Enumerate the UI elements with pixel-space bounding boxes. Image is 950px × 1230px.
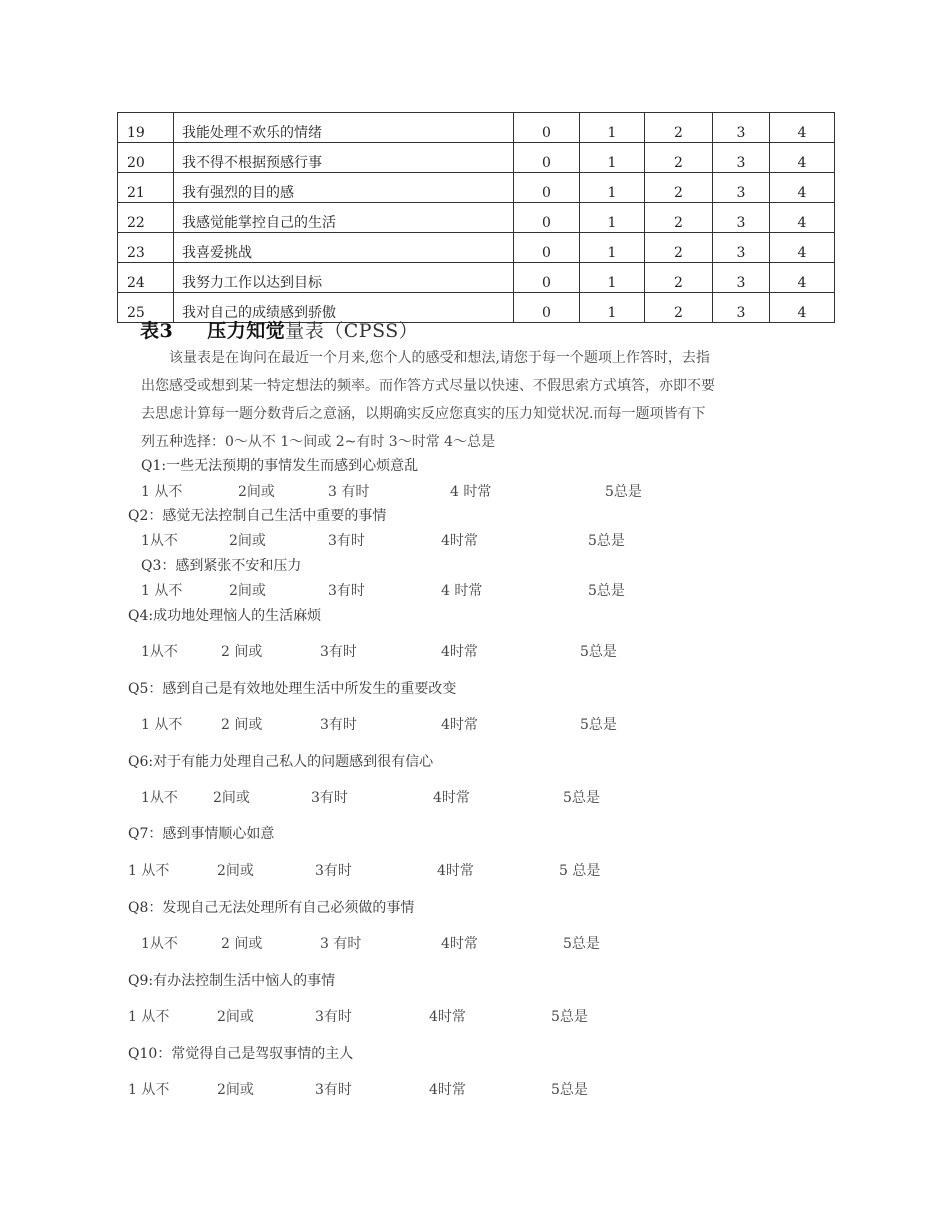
table-label: 表3 <box>140 320 174 342</box>
question-text: Q8：发现自己无法处理所有自己必须做的事情 <box>128 900 415 916</box>
item-number: 25 <box>118 293 174 323</box>
item-text: 我感觉能掌控自己的生活 <box>174 203 514 233</box>
score-option: 0 <box>514 143 580 173</box>
score-option: 2 <box>645 173 713 203</box>
answer-option[interactable]: 2 间或 <box>221 644 263 660</box>
answer-option[interactable]: 3有时 <box>320 644 357 660</box>
answer-option[interactable]: 3有时 <box>311 790 348 806</box>
answer-option[interactable]: 2间或 <box>229 533 266 549</box>
question-text: Q3：感到紧张不安和压力 <box>141 558 302 574</box>
question-text: Q2：感觉无法控制自己生活中重要的事情 <box>128 508 387 524</box>
answer-option[interactable]: 1 从不 <box>128 1082 170 1098</box>
answer-option[interactable]: 4 时常 <box>450 484 492 500</box>
score-option: 1 <box>580 263 645 293</box>
answer-option[interactable]: 2间或 <box>229 583 266 599</box>
answer-option[interactable]: 4 时常 <box>441 583 483 599</box>
answer-option[interactable]: 1 从不 <box>141 717 183 733</box>
answer-option[interactable]: 1从不 <box>141 533 178 549</box>
answer-options <box>0 1079 600 1099</box>
title-light: 量表（CPSS） <box>285 320 419 342</box>
score-option: 2 <box>645 143 713 173</box>
score-option: 4 <box>770 143 835 173</box>
answer-option[interactable]: 1 从不 <box>141 583 183 599</box>
answer-option[interactable]: 3有时 <box>328 533 365 549</box>
score-option: 0 <box>514 233 580 263</box>
answer-option[interactable]: 5 总是 <box>559 863 601 879</box>
score-option: 0 <box>514 203 580 233</box>
answer-options <box>0 714 617 734</box>
section-title <box>140 316 418 343</box>
score-option: 3 <box>713 173 770 203</box>
answer-option[interactable]: 3有时 <box>320 717 357 733</box>
answer-option[interactable]: 2间或 <box>217 863 254 879</box>
item-text: 我对自己的成绩感到骄傲 <box>174 293 514 323</box>
resilience-score-table <box>117 112 835 323</box>
score-option: 4 <box>770 263 835 293</box>
item-number: 24 <box>118 263 174 293</box>
score-option: 4 <box>770 203 835 233</box>
answer-option[interactable]: 4时常 <box>441 533 478 549</box>
item-text: 我努力工作以达到目标 <box>174 263 514 293</box>
answer-option[interactable]: 2间或 <box>238 484 275 500</box>
score-option: 0 <box>514 113 580 143</box>
answer-option[interactable]: 1 从不 <box>128 1009 170 1025</box>
answer-option[interactable]: 1 从不 <box>128 863 170 879</box>
intro-line: 该量表是在询问在最近一个月来,您个人的感受和想法,请您于每一个题项上作答时，去指 <box>169 350 710 366</box>
item-number: 19 <box>118 113 174 143</box>
answer-option[interactable]: 3有时 <box>315 1009 352 1025</box>
intro-paragraph <box>141 344 821 456</box>
table-row <box>118 173 835 203</box>
answer-option[interactable]: 2 间或 <box>221 717 263 733</box>
score-option: 3 <box>713 143 770 173</box>
question-text: Q10：常觉得自己是驾驭事情的主人 <box>128 1046 354 1062</box>
answer-option[interactable]: 5总是 <box>588 583 625 599</box>
item-text: 我不得不根据预感行事 <box>174 143 514 173</box>
item-number: 23 <box>118 233 174 263</box>
answer-option[interactable]: 1从不 <box>141 936 178 952</box>
answer-options <box>0 1006 600 1026</box>
score-option: 3 <box>713 293 770 323</box>
score-option: 4 <box>770 293 835 323</box>
question-text: Q1:一些无法预期的事情发生而感到心烦意乱 <box>141 458 419 474</box>
score-option: 2 <box>645 263 713 293</box>
answer-option[interactable]: 3有时 <box>328 583 365 599</box>
score-option: 0 <box>514 263 580 293</box>
intro-line: 出您感受或想到某一特定想法的频率。而作答方式尽量以快速、不假思索方式填答，亦即不要 <box>141 378 715 394</box>
answer-option[interactable]: 4时常 <box>437 863 474 879</box>
answer-option[interactable]: 5总是 <box>588 533 625 549</box>
answer-option[interactable]: 3 有时 <box>320 936 362 952</box>
score-option: 1 <box>580 173 645 203</box>
score-option: 1 <box>580 113 645 143</box>
score-option: 3 <box>713 113 770 143</box>
answer-option[interactable]: 5总是 <box>580 717 617 733</box>
answer-options <box>0 530 625 550</box>
score-option: 1 <box>580 233 645 263</box>
score-option: 2 <box>645 293 713 323</box>
table-row <box>118 203 835 233</box>
answer-option[interactable]: 5总是 <box>605 484 642 500</box>
score-option: 1 <box>580 293 645 323</box>
table-row <box>118 233 835 263</box>
question-text: Q9:有办法控制生活中恼人的事情 <box>128 973 336 989</box>
answer-option[interactable]: 2 间或 <box>221 936 263 952</box>
question-text: Q6:对于有能力处理自己私人的问题感到很有信心 <box>128 754 434 770</box>
score-option: 3 <box>713 263 770 293</box>
score-option: 3 <box>713 203 770 233</box>
question-text: Q7：感到事情顺心如意 <box>128 826 275 842</box>
answer-option[interactable]: 4时常 <box>429 1009 466 1025</box>
score-option: 4 <box>770 233 835 263</box>
score-option: 2 <box>645 113 713 143</box>
score-option: 2 <box>645 233 713 263</box>
score-option: 1 <box>580 143 645 173</box>
table-row <box>118 113 835 143</box>
answer-option[interactable]: 2间或 <box>217 1082 254 1098</box>
item-number: 21 <box>118 173 174 203</box>
table-row <box>118 263 835 293</box>
answer-option[interactable]: 5总是 <box>563 936 600 952</box>
answer-option[interactable]: 4时常 <box>441 644 478 660</box>
answer-option[interactable]: 2间或 <box>217 1009 254 1025</box>
score-option: 4 <box>770 173 835 203</box>
intro-line: 去思虑计算每一题分数背后之意涵，以期确实反应您真实的压力知觉状况.而每一题项皆有下 <box>141 406 706 422</box>
answer-option[interactable]: 1 从不 <box>141 484 183 500</box>
score-option: 2 <box>645 203 713 233</box>
table-row <box>118 143 835 173</box>
title-bold: 压力知觉 <box>207 320 286 342</box>
answer-option[interactable]: 3 有时 <box>328 484 370 500</box>
answer-options <box>0 787 600 807</box>
item-number: 22 <box>118 203 174 233</box>
question-text: Q5：感到自己是有效地处理生活中所发生的重要改变 <box>128 681 457 697</box>
answer-options <box>0 641 617 661</box>
score-option: 0 <box>514 173 580 203</box>
score-option: 0 <box>514 293 580 323</box>
item-text: 我喜爱挑战 <box>174 233 514 263</box>
item-text: 我有强烈的目的感 <box>174 173 514 203</box>
answer-option[interactable]: 3有时 <box>315 1082 352 1098</box>
answer-option[interactable]: 1从不 <box>141 790 178 806</box>
score-option: 3 <box>713 233 770 263</box>
answer-option[interactable]: 4时常 <box>433 790 470 806</box>
answer-options <box>0 481 642 501</box>
answer-option[interactable]: 4时常 <box>441 717 478 733</box>
answer-option[interactable]: 5总是 <box>580 644 617 660</box>
score-option: 1 <box>580 203 645 233</box>
item-number: 20 <box>118 143 174 173</box>
answer-option[interactable]: 5总是 <box>563 790 600 806</box>
intro-line: 列五种选择：0～从不 1～间或 2~有时 3～时常 4～总是 <box>141 434 496 450</box>
answer-option[interactable]: 2间或 <box>213 790 250 806</box>
answer-option[interactable]: 4时常 <box>429 1082 466 1098</box>
item-text: 我能处理不欢乐的情绪 <box>174 113 514 143</box>
answer-options <box>0 580 625 600</box>
answer-option[interactable]: 5总是 <box>551 1082 588 1098</box>
answer-options <box>0 933 600 953</box>
answer-option[interactable]: 1从不 <box>141 644 178 660</box>
question-text: Q4:成功地处理恼人的生活麻烦 <box>128 608 322 624</box>
answer-options <box>0 860 600 880</box>
answer-option[interactable]: 4时常 <box>441 936 478 952</box>
answer-option[interactable]: 3有时 <box>315 863 352 879</box>
score-option: 4 <box>770 113 835 143</box>
answer-option[interactable]: 5总是 <box>551 1009 588 1025</box>
